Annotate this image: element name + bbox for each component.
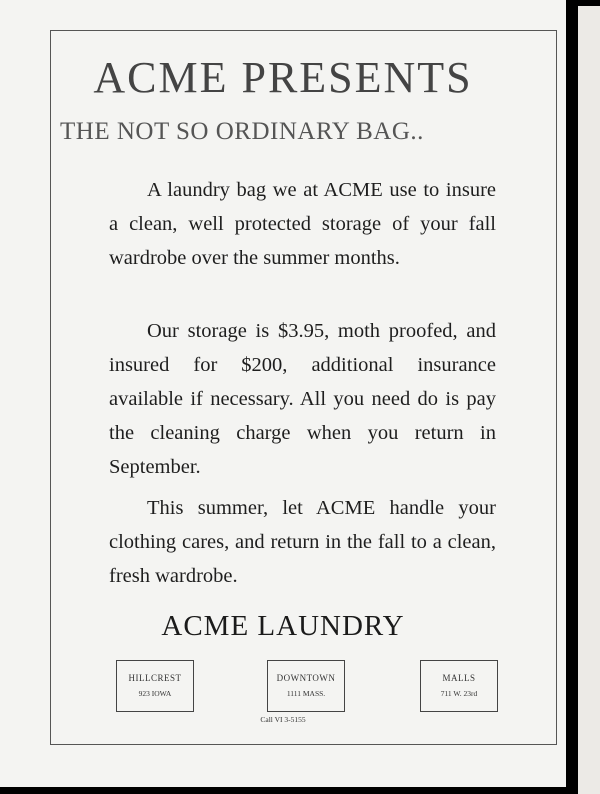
ad-headline: ACME PRESENTS (93, 53, 473, 102)
location-name: HILLCREST (128, 673, 182, 683)
location-name: MALLS (442, 673, 476, 683)
brand-name: ACME LAUNDRY (161, 610, 405, 642)
adjacent-page-edge (578, 6, 600, 794)
location-address: 923 IOWA (138, 689, 172, 698)
ad-paragraph-3 (109, 491, 496, 593)
ad-paragraph-1 (109, 173, 496, 275)
location-address: 1111 MASS. (286, 689, 326, 698)
phone-number: Call VI 3-5155 (260, 715, 306, 724)
location-box-hillcrest (116, 660, 194, 712)
location-name: DOWNTOWN (276, 673, 336, 683)
location-box-malls (420, 660, 498, 712)
ad-paragraph-3-text: This summer, let ACME handle your clothing cares, and return in the fall to a clean, fresh wardrobe. (109, 497, 496, 587)
ad-subhead: THE NOT SO ORDINARY BAG.. (60, 118, 424, 145)
location-address: 711 W. 23rd (440, 689, 478, 698)
ad-paragraph-1-text: A laundry bag we at ACME use to insure a clean, well protected storage of your fall wardrobe over the summer months. (109, 179, 496, 269)
ad-paragraph-2-text: Our storage is $3.95, moth proofed, and insured for $200, additional insurance available if necessary. All you need do is pay the cleaning charge when you return in September. (109, 320, 496, 478)
location-box-downtown (267, 660, 345, 712)
ad-paragraph-2 (109, 314, 496, 484)
